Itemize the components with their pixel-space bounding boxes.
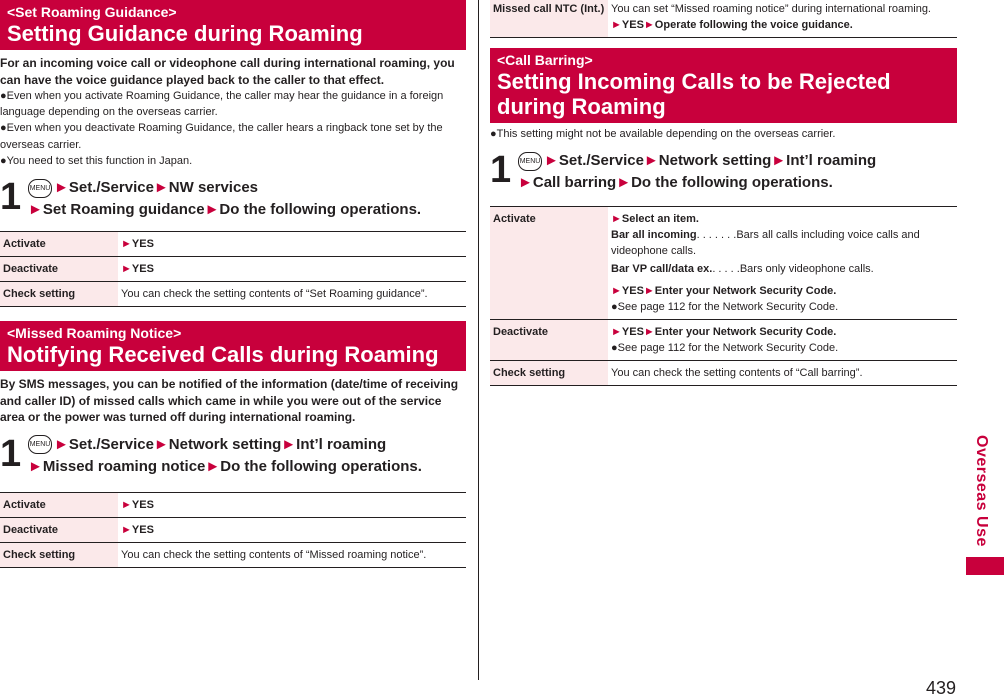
arrow-icon: ► (611, 19, 622, 31)
arrow-icon: ► (153, 179, 169, 197)
arrow-icon: ► (281, 435, 297, 453)
arrow-icon: ► (611, 213, 622, 226)
section-header-roaming-guidance (0, 0, 466, 50)
note-item: ●Even when you deactivate Roaming Guidance, the caller hears a ringback tone set by the overseas carrier. (0, 122, 443, 151)
section-subtitle: <Missed Roaming Notice> (7, 325, 182, 342)
missed-ntc-table (490, 0, 957, 38)
intro-text: By SMS messages, you can be notified of the information (date/time of receiving and caller ID) of missed calls which came in while you were out of the service area or the power was turned off during international roaming. (0, 377, 459, 425)
table-row: Check setting You can check the setting contents of “Missed roaming notice”. (0, 542, 466, 567)
arrow-icon: ► (771, 152, 787, 170)
section-title: Notifying Received Calls during Roaming (7, 342, 439, 368)
menu-key-icon: MENU (28, 435, 52, 454)
section-title: Setting Guidance during Roaming (7, 21, 363, 46)
arrow-icon: ► (518, 174, 533, 192)
arrow-icon: ► (153, 435, 169, 453)
left-column (0, 0, 466, 568)
column-divider (478, 0, 479, 680)
table-row: Activate ►YES (0, 492, 466, 517)
right-column (490, 0, 957, 386)
note-list (0, 88, 466, 169)
arrow-icon: ► (544, 152, 559, 170)
side-tab-marker (966, 557, 1004, 575)
menu-key-icon: MENU (518, 152, 542, 171)
arrow-icon: ► (54, 435, 69, 453)
table-row: Check setting You can check the setting contents of “Set Roaming guidance”. (0, 282, 466, 307)
arrow-icon: ► (616, 174, 632, 192)
table-row: Activate ►YES (0, 232, 466, 257)
table-row: Missed call NTC (Int.) You can set “Missed roaming notice” during international roaming. ►YES►Operate following the voice guidance. (490, 0, 957, 38)
arrow-icon: ► (611, 285, 622, 298)
table-row: Deactivate ►YES►Enter your Network Security Code. ●See page 112 for the Network Security Code. (490, 320, 957, 361)
call-barring-table (490, 206, 957, 386)
arrow-icon: ► (204, 201, 220, 219)
note-item: ●Even when you activate Roaming Guidance, the caller may hear the guidance in a foreign language depending on the overseas carrier. (0, 90, 444, 119)
operations-table (0, 231, 466, 307)
option-bar-all-incoming: Bar all incoming. . . . . . .Bars all calls including voice calls and videophone calls. (611, 229, 920, 258)
page-number: 439 (926, 678, 957, 698)
section-subtitle: <Set Roaming Guidance> (7, 4, 177, 20)
section-header-missed-notice (0, 321, 466, 371)
section-header-call-barring (490, 48, 957, 123)
step-number: 1 (490, 149, 512, 192)
table-row: Deactivate ►YES (0, 517, 466, 542)
note-item: ●This setting might not be available depending on the overseas carrier. (490, 128, 836, 140)
arrow-icon: ► (643, 19, 655, 31)
arrow-icon: ► (205, 457, 221, 475)
note-item: ●You need to set this function in Japan. (0, 154, 193, 167)
section-subtitle: <Call Barring> (497, 52, 593, 68)
arrow-icon: ► (121, 498, 132, 511)
table-row: Check setting You can check the setting contents of “Call barring”. (490, 361, 957, 386)
step-number: 1 (0, 432, 22, 475)
option-bar-vp-call: Bar VP call/data ex.. . . . .Bars only videophone calls. (611, 263, 874, 276)
arrow-icon: ► (28, 201, 43, 219)
arrow-icon: ► (28, 457, 43, 475)
arrow-icon: ► (121, 263, 132, 276)
side-tab-label: Overseas Use (973, 435, 990, 547)
arrow-icon: ► (121, 238, 132, 251)
arrow-icon: ► (643, 285, 655, 298)
arrow-icon: ► (643, 152, 659, 170)
arrow-icon: ► (54, 179, 69, 197)
step-number: 1 (0, 176, 22, 219)
arrow-icon: ► (121, 523, 132, 536)
menu-key-icon: MENU (28, 179, 52, 198)
arrow-icon: ► (643, 326, 655, 339)
table-row: Activate ►Select an item. Bar all incoming. . . . . . .Bars all calls including voice calls and videophone calls. Bar VP call/data ex.. . . . .Bars only videophone calls. ►YES►Enter your Network Security Code. ●See page 112 for the Network Security Code. (490, 207, 957, 320)
section-title: Setting Incoming Calls to be Rejected during Roaming (497, 69, 891, 119)
intro-text: For an incoming voice call or videophone call during international roaming, you can have the voice guidance played back to the caller to that effect. (0, 56, 455, 87)
table-row: Deactivate ►YES (0, 257, 466, 282)
step-1: 1 MENU ►Set./Service►Network setting►Int’l roaming ►Missed roaming notice►Do the following operations. (0, 432, 422, 475)
arrow-icon: ► (611, 326, 622, 339)
step-1: 1 MENU ►Set./Service►Network setting►Int’l roaming ►Call barring►Do the following operations. (490, 149, 877, 192)
operations-table (0, 492, 466, 568)
step-1: 1 MENU ►Set./Service►NW services ►Set Roaming guidance►Do the following operations. (0, 176, 422, 219)
